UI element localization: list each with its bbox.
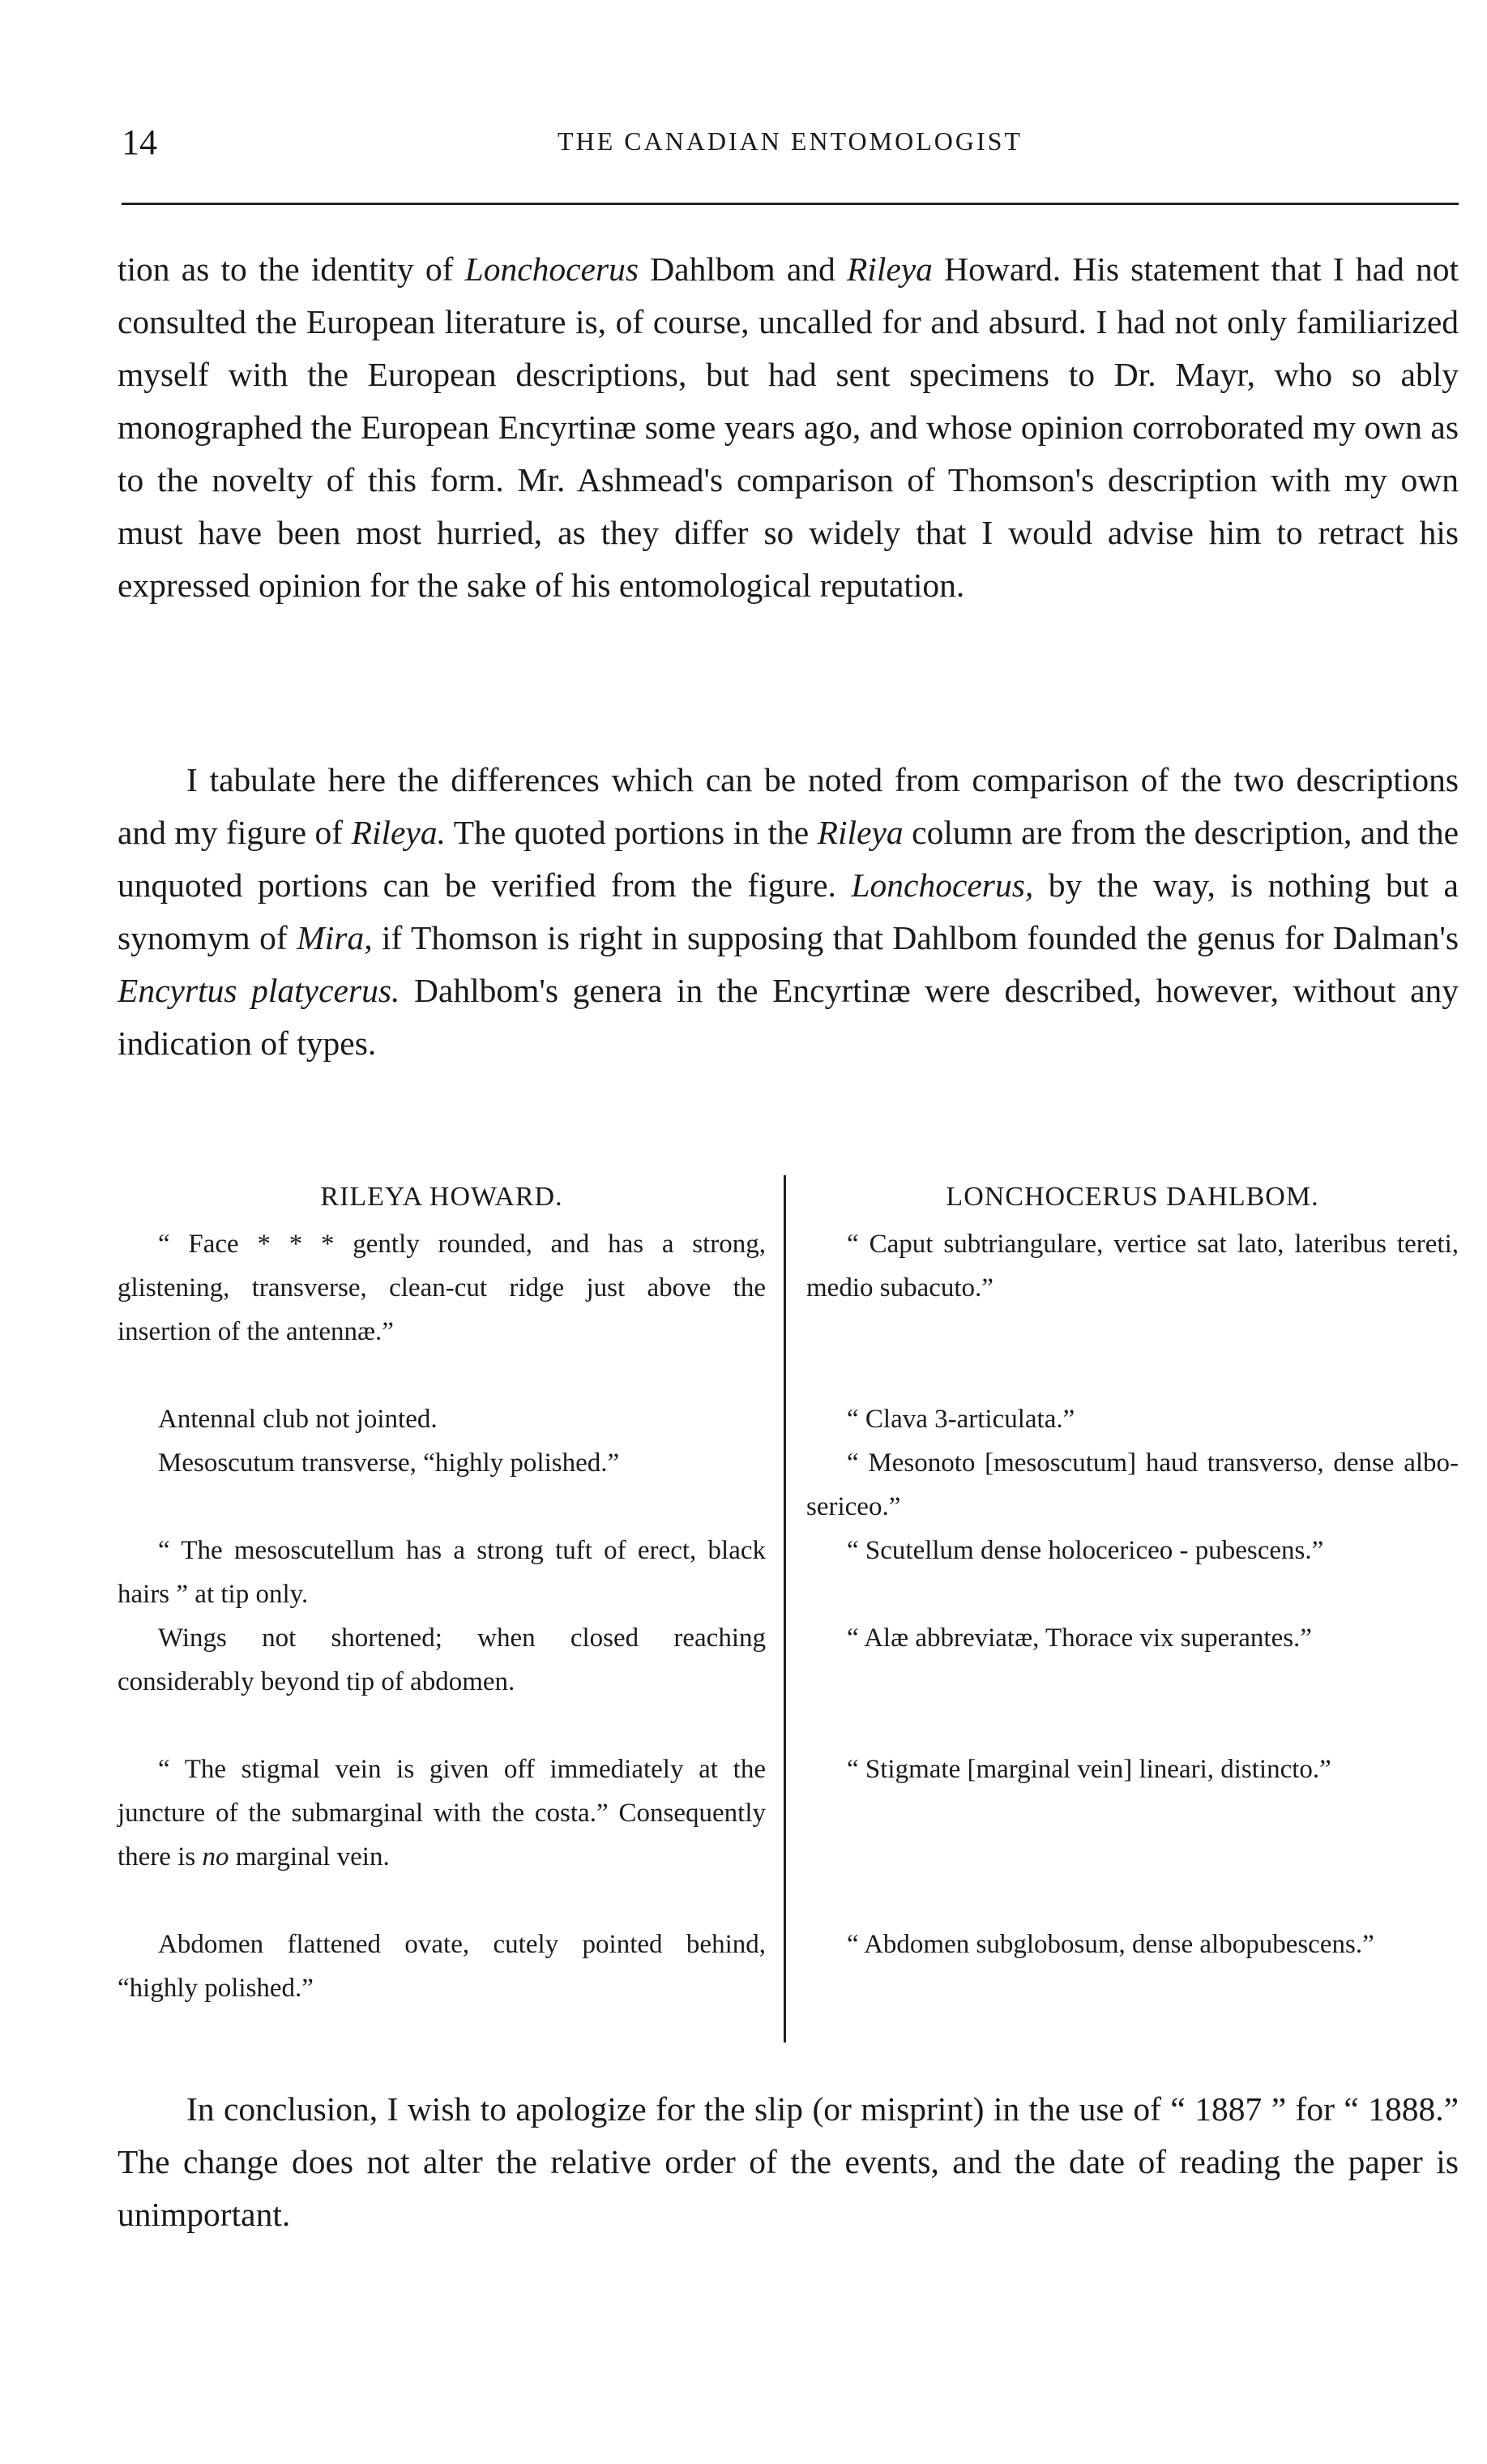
comparison-table: [118, 1175, 1459, 2051]
lonchocerus-column-heading: LONCHOCERUS DAHLBOM.: [946, 1182, 1319, 1212]
text-run: by the way, is nothing but a synomym of: [118, 866, 1459, 956]
lonchocerus-mesonoto-entry: “ Mesonoto [mesoscutum] haud transverso, dense albo-sericeo.”: [806, 1448, 1459, 1521]
rileya-antennal-entry: Antennal club not jointed.: [158, 1405, 438, 1434]
text-run: column are from the description, and the unquoted portions can be verified from the figure.: [118, 814, 1459, 904]
rileya-mesoscutellum-entry: “ The mesoscutellum has a strong tuft of erect, black hairs ” at tip only.: [118, 1536, 766, 1609]
paragraph-tabulate: [118, 754, 1459, 1070]
lonchocerus-abdomen-entry: “ Abdomen subglobosum, dense albopubescens.”: [847, 1930, 1374, 1959]
lonchocerus-scutellum-entry: “ Scutellum dense holocericeo - pubescens.”: [847, 1536, 1324, 1565]
paragraph-identity: [118, 243, 1459, 612]
italic-word: no: [202, 1842, 229, 1872]
page-number: 14: [122, 122, 157, 162]
italic-genus-name: Lonchocerus: [464, 250, 639, 288]
rileya-wings-entry: Wings not shortened; when closed reaching considerably beyond tip of abdomen.: [118, 1623, 766, 1696]
italic-genus-name: Lonchocerus,: [851, 866, 1034, 904]
text-run: The quoted portions in the: [445, 814, 818, 851]
text-run: “ The stigmal vein is given off immediately at the juncture of the submarginal with the costa.” Consequently there is: [118, 1755, 766, 1872]
text-run: if Thomson is right in supposing that Dahlbom founded the genus for Dalman's: [372, 919, 1459, 956]
text-run: Dahlbom's genera in the Encyrtinæ were described, however, without any indication of types.: [118, 972, 1459, 1062]
lonchocerus-stigmate-entry: “ Stigmate [marginal vein] lineari, distincto.”: [847, 1755, 1331, 1784]
lonchocerus-alae-entry: “ Alæ abbreviatæ, Thorace vix superantes.”: [847, 1623, 1312, 1653]
lonchocerus-caput-entry: “ Caput subtriangulare, vertice sat lato, lateribus tereti, medio subacuto.”: [806, 1230, 1459, 1303]
text-run: Dahlbom and: [639, 250, 847, 288]
lonchocerus-column: [806, 1175, 1459, 1959]
rileya-stigmal-entry: [118, 1747, 766, 1879]
lonchocerus-clava-entry: “ Clava 3-articulata.”: [847, 1405, 1075, 1434]
rileya-mesoscutum-entry: Mesoscutum transverse, “highly polished.”: [158, 1448, 620, 1478]
paragraph-conclusion: In conclusion, I wish to apologize for the slip (or misprint) in the use of “ 1887 ” for “ 1888.” The change does not alter the relative order of the events, and the date of reading the paper is unimportant.: [118, 2090, 1459, 2233]
running-title: THE CANADIAN ENTOMOLOGIST: [558, 126, 1023, 156]
rileya-abdomen-entry: Abdomen flattened ovate, cutely pointed behind, “highly polished.”: [118, 1930, 766, 2003]
italic-species-name: Encyrtus platycerus.: [118, 972, 400, 1009]
text-run: marginal vein.: [229, 1842, 390, 1872]
italic-genus-name: Rileya: [846, 250, 933, 288]
rileya-face-entry: “ Face * * * gently rounded, and has a strong, glistening, transverse, clean-cut ridge just above the insertion of the antennæ.”: [118, 1230, 766, 1346]
page-header: [122, 122, 1459, 170]
italic-genus-name: Rileya: [817, 814, 904, 851]
rileya-column: [118, 1175, 766, 2003]
text-run: tion as to the identity of: [118, 250, 465, 288]
text-run: I tabulate here the differences which can be noted from comparison of the two descriptions and my figure of: [118, 761, 1459, 851]
italic-genus-name: Rileya.: [351, 814, 446, 851]
text-run: Howard. His statement that I had not consulted the European literature is, of course, uncalled for and absurd. I had not only familiarized myself with the European descriptions, but had sent specimens to Dr. Mayr, who so ably monographed the European Encyrtinæ some years ago, and whose opinion corroborated my own as to the novelty of this form. Mr. Ashmead's comparison of Thomson's description with my own must have been most hurried, as they differ so widely that I would advise him to retract his expressed opinion for the sake of his entomological reputation.: [118, 250, 1459, 604]
header-rule: [122, 203, 1459, 205]
rileya-column-heading: RILEYA HOWARD.: [320, 1182, 563, 1212]
italic-genus-name: Mira,: [297, 919, 373, 956]
column-divider: [784, 1175, 786, 2043]
